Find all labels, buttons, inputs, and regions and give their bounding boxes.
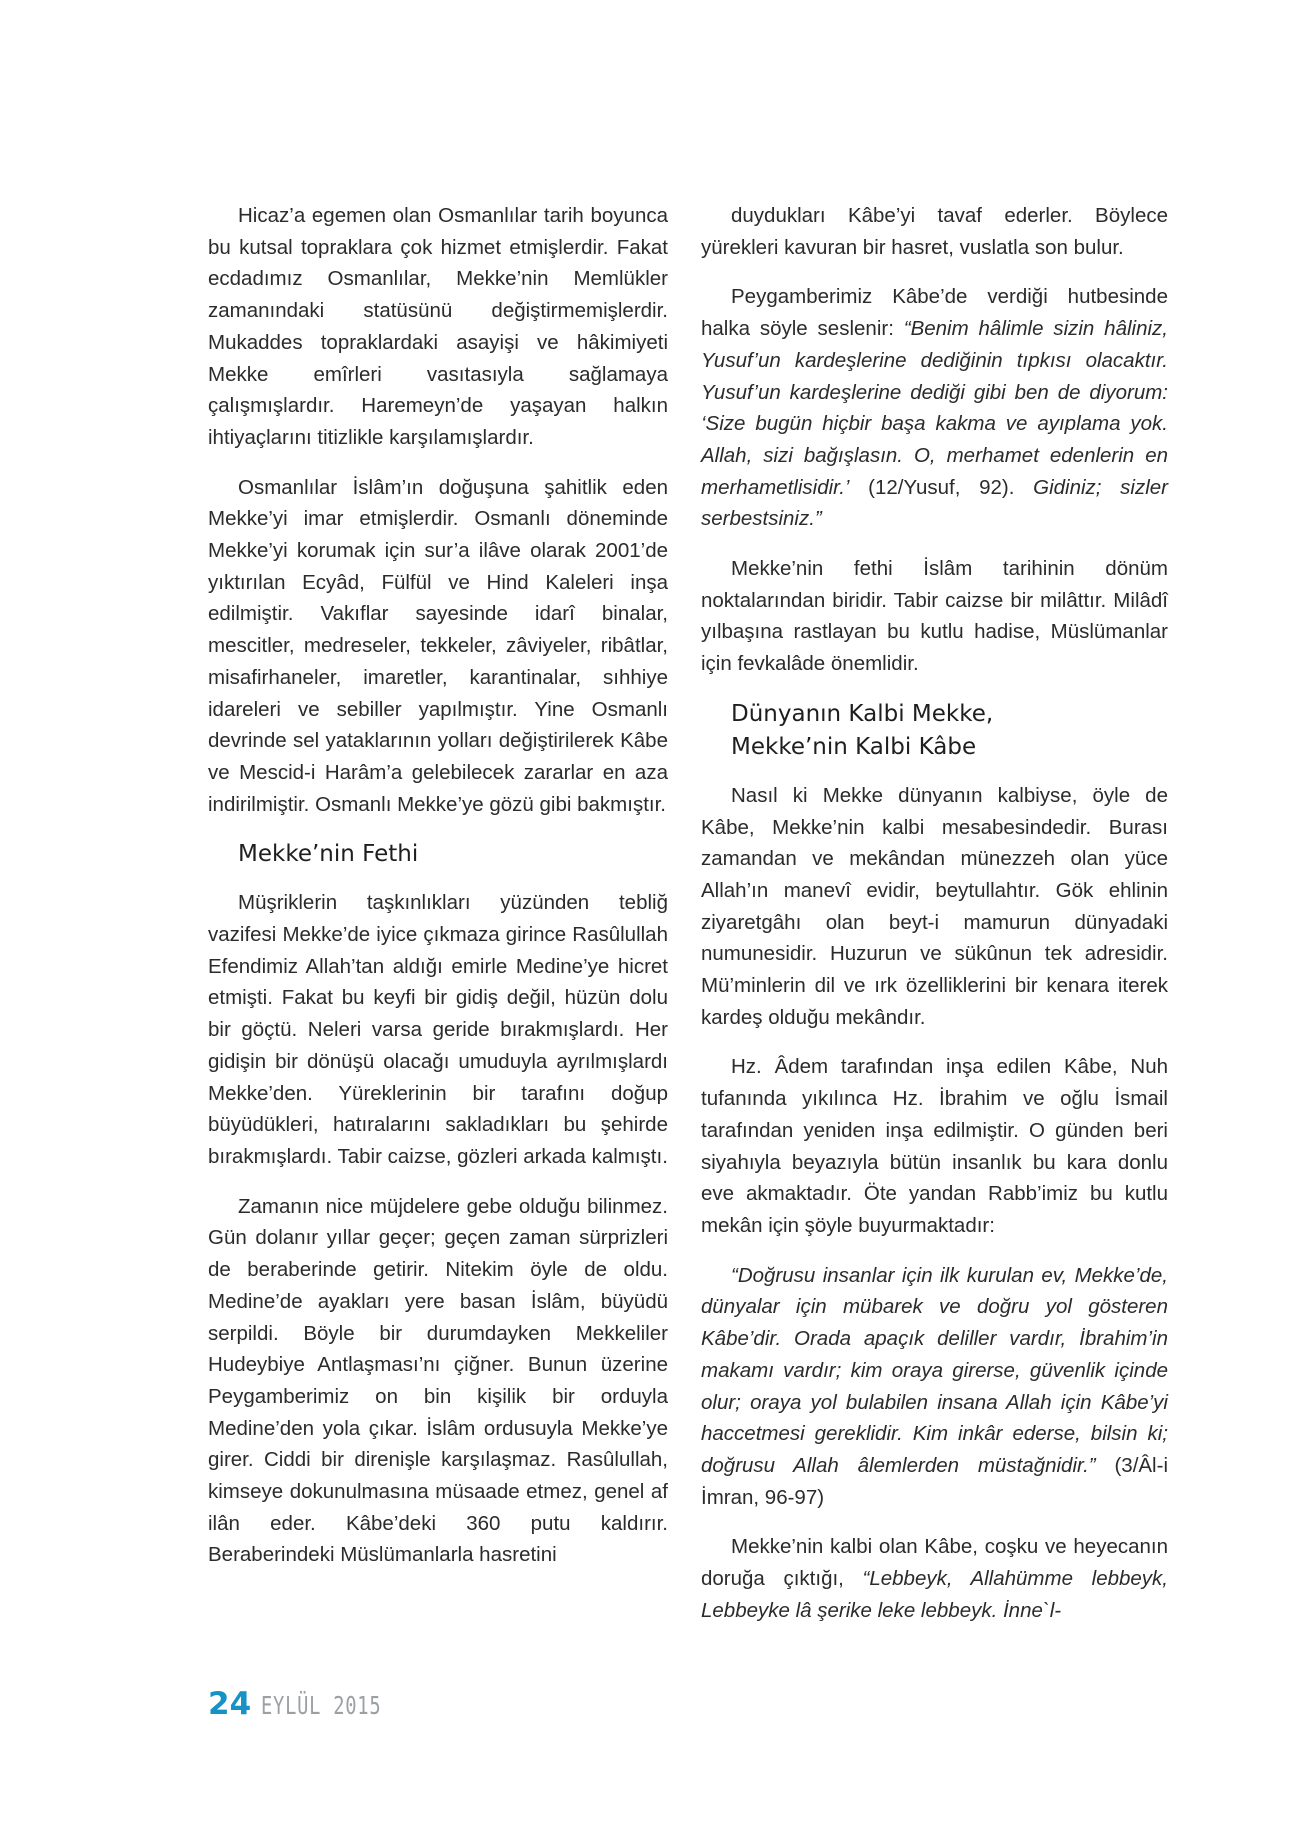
paragraph-hutbe [701, 281, 1168, 535]
page-number: 24 [208, 1686, 252, 1722]
paragraph-hicret: Müşriklerin taşkınlıkları yüzünden tebliğ vazifesi Mekke’de iyice çıkmaza girince Rasûlullah Efendimiz Allah’tan aldığı emirle Medine’ye hicret etmişti. Fakat bu keyfi bir gidiş değil, hüzün dolu bir göçtü. Neleri varsa geride bırakmışlardı. Her gidişin bir dönüşü olacağı umuduyla ayrılmışlardı Mekke’den. Yüreklerinin bir tarafını doğup büyüdükleri, hatıralarını sakladıkları bu şehirde bırakmışlardı. Tabir caizse, gözleri arkada kalmıştı. [208, 891, 668, 1168]
paragraph-kabe-insa: Hz. Âdem tarafından inşa edilen Kâbe, Nuh tufanında yıkılınca Hz. İbrahim ve oğlu İsmail tarafından yeniden inşa edilmiştir. O günden beri siyahıyla beyazıyla bütün insanlık bu kara donlu eve akmaktadır. Öte yandan Rabb’imiz bu kutlu mekân için şöyle buyurmaktadır: [701, 1055, 1168, 1237]
hutbe-intro: Peygamberimiz Kâbe’de verdiği hutbesinde halka söyle seslenir: [701, 285, 1168, 341]
ayet-reference: (3/Âl-i İmran, 96-97) [701, 1453, 1168, 1509]
page-footer [208, 1686, 422, 1722]
hutbe-quote-end: Gidiniz; sizler serbestsiniz.” [701, 475, 1168, 531]
section-heading-line-1: Dünyanın Kalbi Mekke, [731, 700, 994, 727]
section-heading-line-2: Mekke’nin Kalbi Kâbe [731, 733, 977, 760]
paragraph-fetih: Zamanın nice müjdelere gebe olduğu bilinmez. Gün dolanır yıllar geçer; geçen zaman sürprizleri de beraberinde getirir. Nitekim öyle de oldu. Medine’de ayakları yere basan İslâm, büyüdü serpildi. Böyle bir durumdayken Mekkeliler Hudeybiye Antlaşması’nı çiğner. Bunun üzerine Peygamberimiz on bin kişilik bir orduyla Medine’den yola çıkar. İslâm ordusuyla Mekke’ye girer. Ciddi bir direnişle karşılaşmaz. Rasûlullah, kimseye dokunulmasına müsaade etmez, genel af ilân eder. Kâbe’deki 360 putu kaldırır. Beraberindeki Müslümanlarla hasretini [208, 1194, 668, 1567]
paragraph-tavaf: duydukları Kâbe’yi tavaf ederler. Böylece yürekleri kavuran bir hasret, vuslatla son bulur. [701, 204, 1168, 259]
hutbe-quote: “Benim hâlimle sizin hâliniz, Yusuf’un kardeşlerine dediğinin tıpkısı olacaktır. Yusuf’un kardeşlerine dediği gibi ben de diyorum: ‘Size bugün hiçbir başa kakma ve ayıplama yok. Allah, sizi bağışlasın. O, merhamet edenlerin en merhametlisidir.’ [701, 317, 1168, 499]
section-heading-mekkenin-fethi: Mekke’nin Fethi [238, 841, 419, 868]
issue-date: EYLÜL 2015 [261, 1691, 382, 1720]
paragraph-kabe-kalp: Nasıl ki Mekke dünyanın kalbiyse, öyle de Kâbe, Mekke’nin kalbi mesabesindedir. Burası zamandan ve mekândan münezzeh olan yüce Allah’ın manevî evidir, beytullahtır. Gök ehlinin ziyaretgâhı olan beyt-i mamurun dünyadaki numunesidir. Huzurun ve sükûnun tek adresidir. Mü’minlerin dil ve ırk özelliklerini bir kenara iterek kardeş olduğu mekândır. [701, 783, 1168, 1029]
ayet-quote: “Doğrusu insanlar için ilk kurulan ev, Mekke’de, dünyalar için mübarek ve doğru yol gösteren Kâbe’dir. Orada apaçık deliller vardır, İbrahim’in makamı vardır; kim oraya girerse, güvenlik içinde olur; oraya yol bulabilen insana Allah için Kâbe’yi haccetmesi gereklidir. Kim inkâr ederse, bilsin ki; doğrusu Allah âlemlerden müstağnidir.” [701, 1263, 1168, 1477]
left-column [208, 200, 668, 1589]
telbiye-intro: Mekke’nin kalbi olan Kâbe, coşku ve heyecanın doruğa çıktığı, [701, 1535, 1168, 1591]
telbiye-quote: “Lebbeyk, Allahümme lebbeyk, Lebbeyke lâ şerike leke lebbeyk. İnne`l- [701, 1567, 1168, 1622]
right-column [701, 200, 1168, 1644]
hutbe-reference: (12/Yusuf, 92). [849, 475, 1034, 499]
paragraph-donum-noktasi: Mekke’nin fethi İslâm tarihinin dönüm noktalarından biridir. Tabir caizse bir milâttır. Milâdî yılbaşına rastlayan bu kutlu hadise, Müslümanlar için fevkalâde önemlidir. [701, 557, 1168, 676]
paragraph-telbiye [701, 1531, 1168, 1626]
section-heading-dunyanin-kalbi [731, 698, 1168, 764]
paragraph-osmanli-imar: Osmanlılar İslâm’ın doğuşuna şahitlik eden Mekke’yi imar etmişlerdir. Osmanlı döneminde Mekke’yi korumak için sur’a ilâve olarak 2001’de yıktırılan Ecyâd, Fülfül ve Hind Kaleleri inşa edilmiştir. Vakıflar sayesinde idarî binalar, mescitler, medreseler, tekkeler, zâviyeler, ribâtlar, misafirhaneler, imaretler, karantinalar, sıhhiye idareleri ve sebiller yapılmıştır. Yine Osmanlı devrinde sel yataklarının yolları değiştirilerek Kâbe ve Mescid-i Harâm’a gelebilecek zararlar en aza indirilmiştir. Osmanlı Mekke’ye gözü gibi bakmıştır. [208, 475, 668, 816]
paragraph-osmanli-hizmet: Hicaz’a egemen olan Osmanlılar tarih boyunca bu kutsal topraklara çok hizmet etmişlerdir. Fakat ecdadımız Osmanlılar, Mekke’nin Memlükler zamanındaki statüsünü değiştirmemişlerdir. Mukaddes topraklardaki asayişi ve hâkimiyeti Mekke emîrleri vasıtasıyla sağlamaya çalışmışlardır. Haremeyn’de yaşayan halkın ihtiyaçlarını titizlikle karşılamışlardır. [208, 204, 668, 449]
paragraph-ayet [701, 1260, 1168, 1514]
